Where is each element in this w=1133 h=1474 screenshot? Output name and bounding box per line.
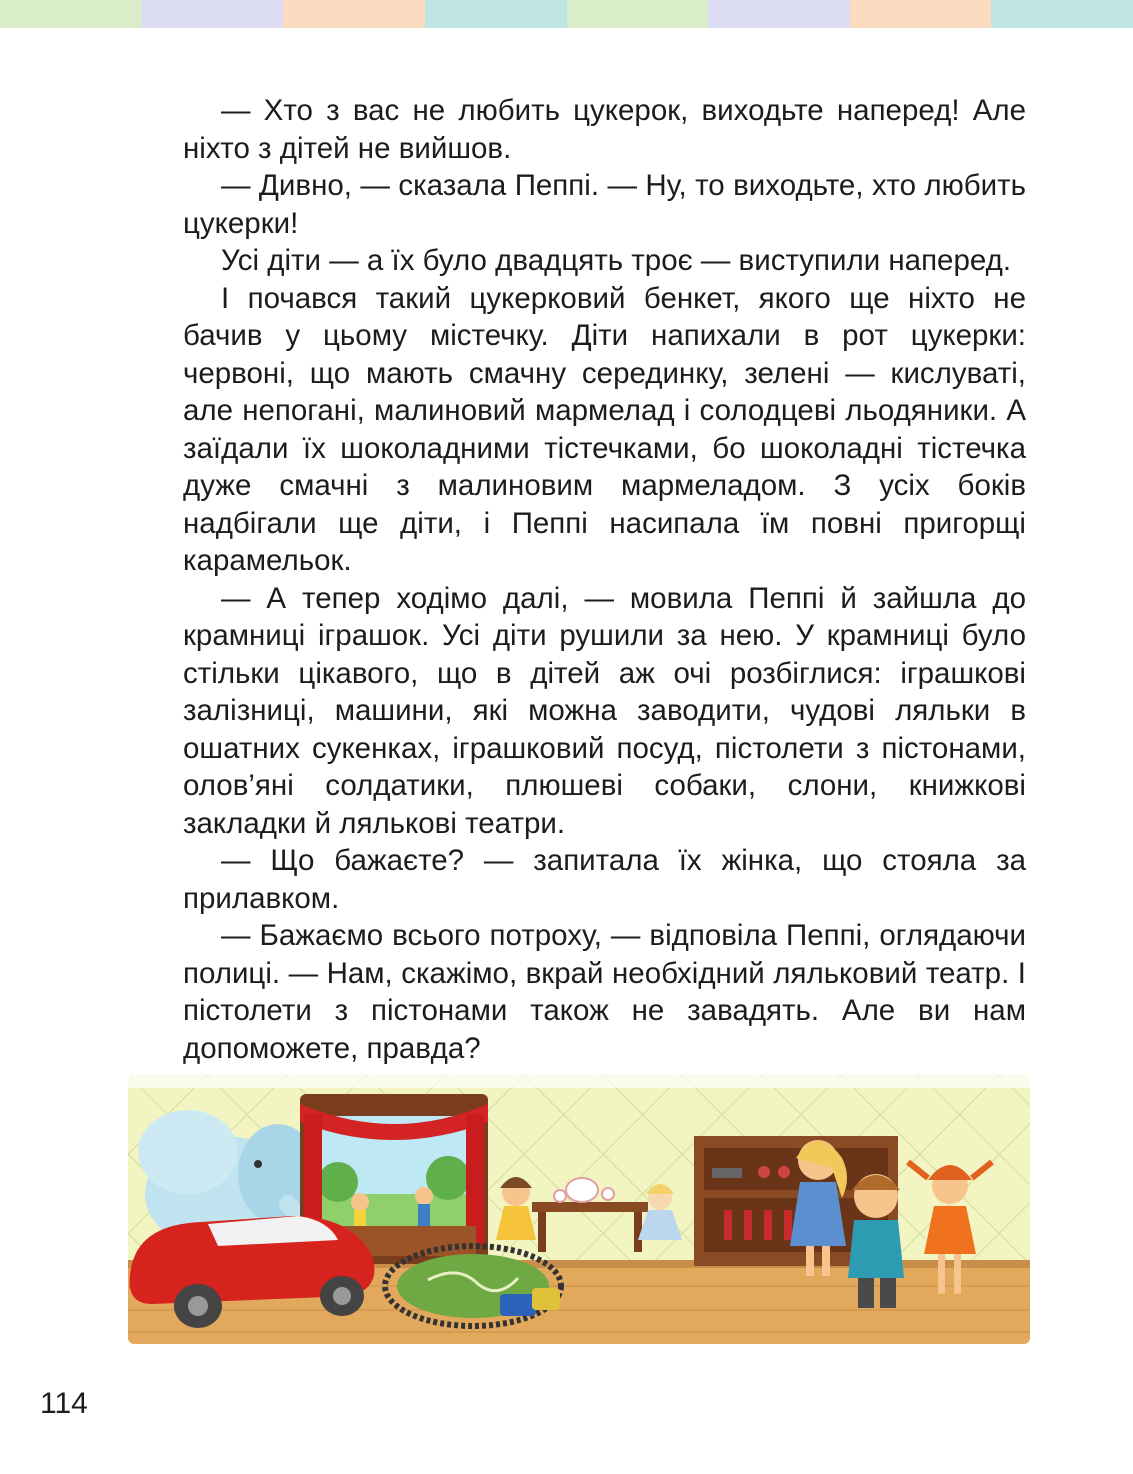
color-segment — [850, 0, 992, 28]
header-color-strip — [0, 0, 1133, 28]
paragraph: — Бажаємо всього потроху, — відповіла Пеппі, оглядаючи полиці. — Нам, скажімо, вкрай необхідний ляльковий театр. І пістолети з пістонами також не завадять. Але ви нам допоможете, правда? — [183, 919, 1026, 1065]
paragraph: Усі діти — а їх було двадцять троє — виступили наперед. — [221, 244, 1012, 277]
color-segment — [708, 0, 850, 28]
paragraph: — Хто з вас не любить цукерок, виходьте наперед! Але ніхто з дітей не вийшов. — [183, 94, 1026, 165]
color-segment — [425, 0, 567, 28]
color-segment — [991, 0, 1133, 28]
color-segment — [567, 0, 709, 28]
page-number: 114 — [40, 1387, 88, 1420]
color-segment — [0, 0, 142, 28]
paragraph: — Що бажаєте? — запитала їх жінка, що стояла за прилавком. — [183, 844, 1026, 915]
paragraph: — А тепер ходімо далі, — мовила Пеппі й зайшла до крамниці іграшок. Усі діти рушили за нею. У крамниці було стільки цікавого, що в дітей аж очі розбіглися: іграшкові залізниці, машини, які можна заводити, чудові ляльки в ошатних сукенках, іграшковий посуд, пістолети з пістонами, олов’яні солдатики, плюшеві собаки, слони, книжкові закладки й лялькові театри. — [183, 581, 1026, 840]
color-segment — [142, 0, 284, 28]
story-text — [183, 92, 1026, 1067]
paragraph: І почався такий цукерковий бенкет, якого ще ніхто не бачив у цьому містечку. Діти напихали в рот цукерки: червоні, що мають смачну серединку, зелені — кислуваті, але непогані, малиновий мармелад і солодцеві льодяники. А заїдали їх шоколадними тістечками, бо шоколадні тістечка дуже смачні з малиновим мармеладом. З усіх боків надбігали ще діти, і Пеппі насипала їм повні пригорщі карамельок. — [183, 281, 1026, 577]
color-segment — [283, 0, 425, 28]
paragraph: — Дивно, — сказала Пеппі. — Ну, то виходьте, хто любить цукерки! — [183, 169, 1026, 240]
toy-shop-illustration — [128, 1074, 1030, 1344]
